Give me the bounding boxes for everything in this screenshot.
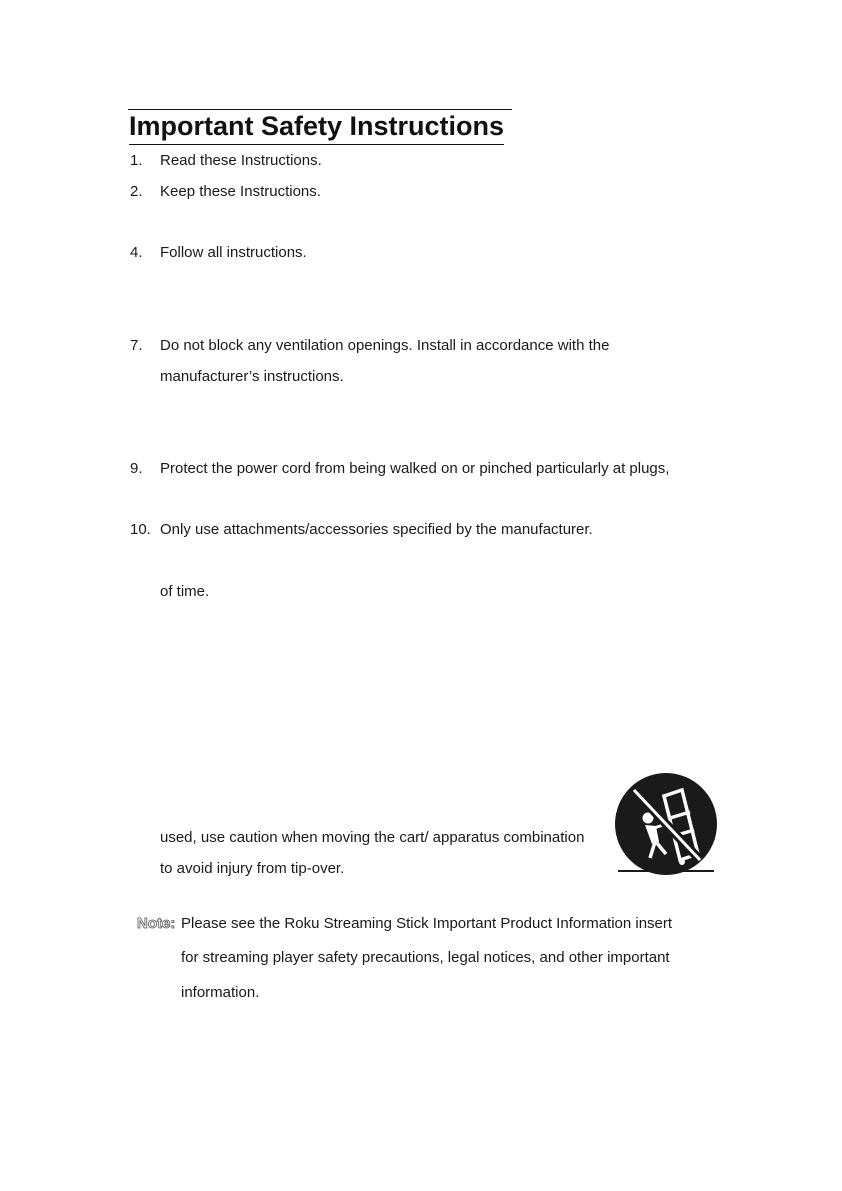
cart-tipover-warning-icon: [612, 772, 720, 880]
list-item-continuation: manufacturer’s instructions.: [160, 368, 344, 385]
list-item-continuation: of time.: [160, 583, 210, 600]
list-item-text: Only use attachments/accessories specified by the manufacturer.: [160, 521, 593, 538]
list-item-continuation: used, use caution when moving the cart/ apparatus combination: [160, 829, 585, 846]
list-item-text: Do not block any ventilation openings. Install in accordance with the: [160, 337, 610, 354]
item-number: 10.: [130, 521, 151, 538]
note-line: for streaming player safety precautions, legal notices, and other important: [181, 949, 670, 966]
item-number: 9.: [130, 460, 143, 477]
list-item-text: Read these Instructions.: [160, 152, 322, 169]
item-number: 2.: [130, 183, 143, 200]
note-line: Please see the Roku Streaming Stick Important Product Information insert: [181, 915, 673, 932]
item-number: 1.: [130, 152, 143, 169]
note-line: information.: [181, 984, 260, 1001]
item-number: 7.: [130, 337, 143, 354]
list-item-text: Protect the power cord from being walked on or pinched particularly at plugs,: [160, 460, 670, 477]
note-label: Note:: [137, 915, 176, 932]
list-item-continuation: to avoid injury from tip-over.: [160, 860, 345, 877]
list-item-text: Keep these Instructions.: [160, 183, 321, 200]
page-title: Important Safety Instructions: [129, 108, 504, 145]
list-item-text: Follow all instructions.: [160, 244, 307, 261]
item-number: 4.: [130, 244, 143, 261]
